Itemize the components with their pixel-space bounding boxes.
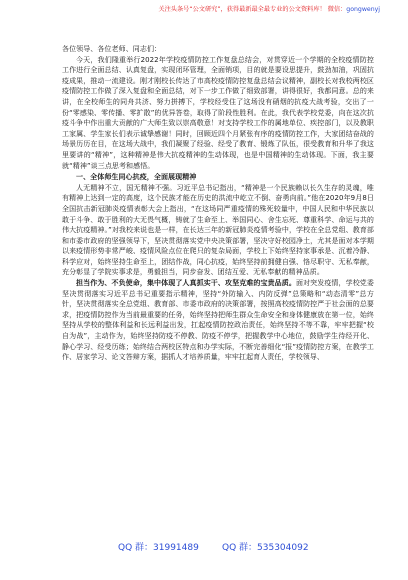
document-body: [62, 44, 374, 363]
salutation: 各位领导、各位老师、同志们：: [62, 45, 162, 53]
wechat-label: 微信：: [327, 6, 347, 13]
wechat-id: gongwenyj: [346, 6, 380, 13]
qq-group-1: QQ 群：31991489: [118, 543, 199, 553]
promo-text: 关注头条号“公文研究”，获得最新最全最专业的公文资料库！: [158, 6, 326, 13]
section-2-paragraph: [62, 278, 374, 363]
section-2-body: 面对突发疫情，学校党委坚决贯彻落实习近平总书记重要指示精神，坚持“外防输入、内防反弹”总策略和“动态清零”总方针，坚决贯彻落实全总党组、教育部、市委市政府的决策部署，按照高校疫情防控严于社会面的总要求，把疫情防控作为当前最重要的任务，始终坚持把师生群众生命安全和身体健康放在第一位，始终坚持从学校的整体利益和长远利益出发，扛起疫情防控政治责任，始终坚持不等不靠，牢牢把握“校自为战”，主动作为，始终坚持防疫不停教、防疫不停学，把握教学中心地位，鼓励学生待经开化、静心学习、经受历练；始终结合两校区特点和办学实际，不断完善细化“报”疫情防控方案，在教学工作、居家学习、论文答辩方案，据抓人才培养质量，牢牢扛起育人责任，学校领导、: [62, 279, 374, 362]
section-1-paragraph: 人无精神不立，国无精神不强。习近平总书记指出，“精神是一个民族赖以长久生存的灵魂，唯有精神上达到一定的高度，这个民族才能在历史的洪流中屹立不倒、奋勇向前。”他在2020年9月8日全国抗击新冠肺炎疫情表彰大会上指出，“在这场同严重疫情的殊死较量中，中国人民和中华民族以敢于斗争、敢于胜利的大无畏气概，铸就了生命至上、举国同心、舍生忘死、尊重科学、命运与共的伟大抗疫精神。”对我校来说也是一样，在长达三年的新冠肺炎疫情考验中，学校在全总党组、教育部和市委市政府的坚强领导下，坚决贯彻落实党中央决策部署，坚决守好校园净土，尤其是面对本学期以来疫情形势非常严峻、疫情风险点位在爬只的复杂局面，学校上下始终坚持家事承是、沉着冷静、科学应对，始终坚持生命至上，团结作战，同心抗疫，始终坚持前拥健自强、恪尽职守、无私奉献，充分彰显了学院实事求是，勇毅担当，同步奋发、团结互爱、无私奉献的精神品质。: [62, 183, 374, 277]
promo-banner: [0, 0, 408, 26]
qq-group-2: QQ 群：535304092: [222, 543, 309, 553]
intro-paragraph: 今天，我们隆重举行2022年学校疫情防控工作复盘总结会，对贯穿近一个学期的全校疫情防控工作进行全面总结、认真复盘，实现闭环管理，全面销项，目的就是要设思提升，鼓劲加油，巩固抗疫成果，推动一流建设。刚才刚校长传达了市高校疫情防控复盘总结会议精神，副校长对我校两校区疫情防控工作做了深入复盘和全面总结，对下一步工作做了细致部署，讲得很好，我都同意。总的来讲，在全校师生的同舟共济、努力拼搏下，学校经受住了这场没有硝烟的抗疫大战考验，交出了一份“零感染、零传播、零扩散”的优异答卷，取得了阶段性胜利。在此，我代表学校党委，向在这次抗疫斗争中作出重大贡献的广大师生致以崇高敬意！对支持学校工作的属地单位、疾控部门，以及教职工家属、学生家长们表示诚挚感谢！同时，回顾近四个月紧张有序的疫情防控工作，大家团结奋战的场景历历在目，在这场大战中，我们凝聚了经验、经受了教育、锻炼了队伍，很受教育和升华了我这里要讲的“精神”，这种精神是伟大抗疫精神的生动体现，也是中国精神的生动体现。下面，我主要就“精神”谈三点思考和感悟。: [62, 55, 374, 170]
section-heading-1: 一、全体师生同心抗疫，全面展现精神: [76, 172, 197, 181]
section-2-lead: 担当作为、不负使命，集中体现了人真抓实干、攻坚克难的宝贵品质。: [76, 279, 296, 288]
footer: [0, 540, 408, 554]
